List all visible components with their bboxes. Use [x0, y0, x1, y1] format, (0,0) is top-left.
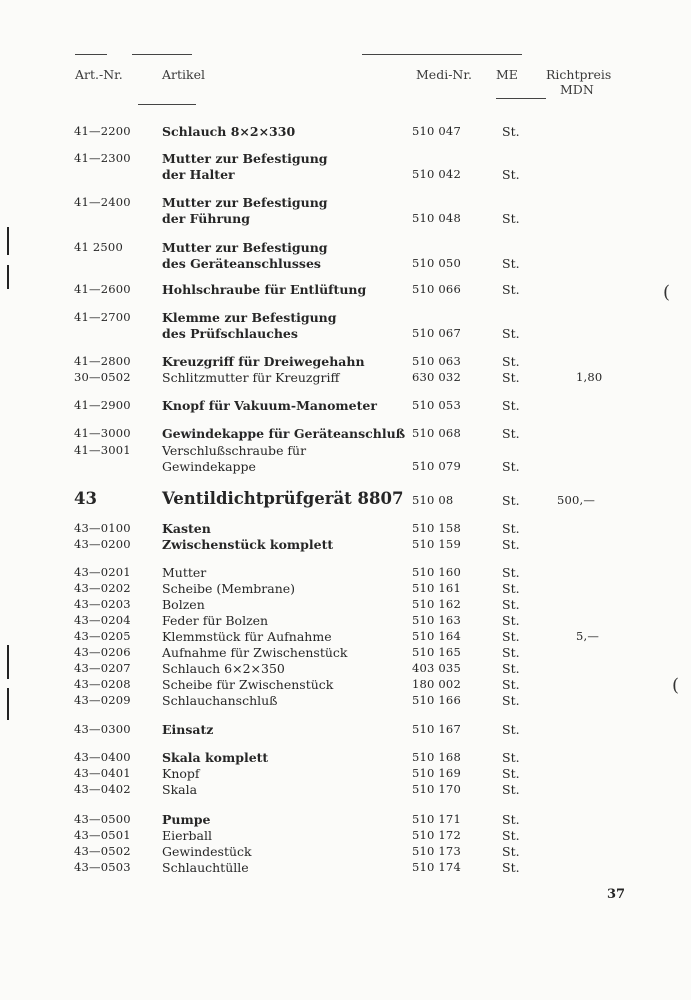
unit: St.	[502, 167, 520, 182]
article-name: der Führung	[162, 211, 250, 226]
unit: St.	[502, 282, 520, 297]
article-name: Bolzen	[162, 597, 205, 612]
article-number: 43—0500	[74, 812, 131, 826]
article-name: Eierball	[162, 828, 212, 843]
medi-number: 510 068	[412, 426, 461, 440]
article-number: 30—0502	[74, 370, 131, 384]
article-number: 41—2800	[74, 354, 131, 368]
article-name: Knopf für Vakuum-Manometer	[162, 398, 377, 413]
article-number: 41—2200	[74, 124, 131, 138]
article-name: Klemmstück für Aufnahme	[162, 629, 332, 644]
price: 5,—	[576, 629, 600, 643]
medi-number: 510 170	[412, 782, 461, 796]
header-me: ME	[496, 67, 518, 82]
unit: St.	[502, 597, 520, 612]
unit: St.	[502, 844, 520, 859]
margin-bracket-mark: (	[672, 675, 680, 696]
article-name: Schlauchanschluß	[162, 693, 278, 708]
header-rule-bottom-1	[138, 104, 196, 105]
article-number: 43—0208	[74, 677, 131, 691]
unit: St.	[502, 493, 520, 508]
unit: St.	[502, 661, 520, 676]
medi-number: 510 161	[412, 581, 461, 595]
unit: St.	[502, 722, 520, 737]
article-number: 43—0207	[74, 661, 131, 675]
article-name: Aufnahme für Zwischenstück	[162, 645, 348, 660]
medi-number: 510 053	[412, 398, 461, 412]
medi-number: 510 160	[412, 565, 461, 579]
unit: St.	[502, 124, 520, 139]
medi-number: 510 159	[412, 537, 461, 551]
article-number: 41 2500	[74, 240, 123, 254]
medi-number: 510 079	[412, 459, 461, 473]
medi-number: 510 166	[412, 693, 461, 707]
medi-number: 403 035	[412, 661, 461, 675]
unit: St.	[502, 426, 520, 441]
medi-number: 510 158	[412, 521, 461, 535]
article-number: 43—0205	[74, 629, 131, 643]
margin-mark	[7, 688, 9, 720]
header-mdn: MDN	[560, 82, 594, 97]
article-number: 43—0400	[74, 750, 131, 764]
article-name: Skala komplett	[162, 750, 269, 765]
unit: St.	[502, 782, 520, 797]
unit: St.	[502, 370, 520, 385]
medi-number: 510 169	[412, 766, 461, 780]
article-name: Zwischenstück komplett	[162, 537, 334, 552]
medi-number: 510 066	[412, 282, 461, 296]
margin-mark	[7, 645, 9, 679]
article-name: Scheibe (Membrane)	[162, 581, 296, 596]
price: 500,—	[557, 493, 596, 507]
article-number: 43—0201	[74, 565, 131, 579]
unit: St.	[502, 860, 520, 875]
article-number: 43—0204	[74, 613, 131, 627]
medi-number: 510 042	[412, 167, 461, 181]
article-name: Mutter	[162, 565, 207, 580]
unit: St.	[502, 459, 520, 474]
article-number: 41—2900	[74, 398, 131, 412]
unit: St.	[502, 521, 520, 536]
article-name: des Prüfschlauches	[162, 326, 298, 341]
margin-mark	[7, 227, 9, 255]
article-name: Gewindekappe	[162, 459, 256, 474]
unit: St.	[502, 693, 520, 708]
article-name: Kasten	[162, 521, 211, 536]
medi-number: 510 067	[412, 326, 461, 340]
article-name: Schlitzmutter für Kreuzgriff	[162, 370, 340, 385]
article-name: Schlauch 6×2×350	[162, 661, 285, 676]
article-number: 43—0300	[74, 722, 131, 736]
unit: St.	[502, 677, 520, 692]
header-richtpreis: Richtpreis	[546, 67, 612, 82]
unit: St.	[502, 645, 520, 660]
page-number: 37	[607, 887, 626, 902]
article-number: 43—0200	[74, 537, 131, 551]
medi-number: 510 050	[412, 256, 461, 270]
article-name: Scheibe für Zwischenstück	[162, 677, 334, 692]
medi-number: 510 063	[412, 354, 461, 368]
article-name: Einsatz	[162, 722, 214, 737]
medi-number: 510 08	[412, 493, 454, 507]
article-name: Gewindestück	[162, 844, 252, 859]
margin-mark	[7, 265, 9, 289]
unit: St.	[502, 750, 520, 765]
unit: St.	[502, 256, 520, 271]
article-name: des Geräteanschlusses	[162, 256, 321, 271]
unit: St.	[502, 613, 520, 628]
article-number: 41—2600	[74, 282, 131, 296]
article-name: Hohlschraube für Entlüftung	[162, 282, 367, 297]
medi-number: 510 167	[412, 722, 461, 736]
medi-number: 180 002	[412, 677, 461, 691]
article-number: 43—0502	[74, 844, 131, 858]
unit: St.	[502, 354, 520, 369]
article-name: der Halter	[162, 167, 235, 182]
article-name: Mutter zur Befestigung	[162, 240, 328, 255]
medi-number: 510 163	[412, 613, 461, 627]
article-name: Verschlußschraube für	[162, 443, 307, 458]
medi-number: 510 168	[412, 750, 461, 764]
article-number: 41—2700	[74, 310, 131, 324]
article-number: 41—3000	[74, 426, 131, 440]
article-name: Kreuzgriff für Dreiwegehahn	[162, 354, 365, 369]
margin-bracket-mark: (	[663, 282, 671, 303]
article-number: 43—0100	[74, 521, 131, 535]
article-name: Ventildichtprüfgerät 8807	[162, 489, 404, 508]
unit: St.	[502, 398, 520, 413]
article-name: Gewindekappe für Geräteanschluß	[162, 426, 406, 441]
article-number: 43—0401	[74, 766, 131, 780]
article-number: 43	[74, 489, 97, 508]
unit: St.	[502, 565, 520, 580]
article-number: 41—2300	[74, 151, 131, 165]
medi-number: 510 047	[412, 124, 461, 138]
article-name: Feder für Bolzen	[162, 613, 269, 628]
article-number: 41—3001	[74, 443, 131, 457]
article-name: Schlauch 8×2×330	[162, 124, 296, 139]
unit: St.	[502, 537, 520, 552]
medi-number: 510 171	[412, 812, 461, 826]
article-name: Mutter zur Befestigung	[162, 151, 328, 166]
medi-number: 510 162	[412, 597, 461, 611]
price: 1,80	[576, 370, 603, 384]
medi-number: 510 174	[412, 860, 461, 874]
article-number: 43—0503	[74, 860, 131, 874]
unit: St.	[502, 828, 520, 843]
unit: St.	[502, 326, 520, 341]
medi-number: 510 164	[412, 629, 461, 643]
unit: St.	[502, 629, 520, 644]
article-name: Klemme zur Befestigung	[162, 310, 337, 325]
medi-number: 510 165	[412, 645, 461, 659]
unit: St.	[502, 211, 520, 226]
header-rule-top-2	[132, 54, 192, 55]
article-number: 43—0202	[74, 581, 131, 595]
article-name: Schlauchtülle	[162, 860, 249, 875]
medi-number: 630 032	[412, 370, 461, 384]
header-art-nr: Art.-Nr.	[75, 67, 123, 82]
article-number: 43—0402	[74, 782, 131, 796]
header-artikel: Artikel	[162, 67, 205, 82]
medi-number: 510 172	[412, 828, 461, 842]
article-number: 43—0206	[74, 645, 131, 659]
article-name: Knopf	[162, 766, 200, 781]
article-number: 43—0203	[74, 597, 131, 611]
header-rule-bottom-2	[496, 98, 546, 99]
header-medi-nr: Medi-Nr.	[416, 67, 472, 82]
medi-number: 510 173	[412, 844, 461, 858]
article-number: 43—0501	[74, 828, 131, 842]
article-number: 43—0209	[74, 693, 131, 707]
article-name: Pumpe	[162, 812, 211, 827]
header-rule-top-1	[75, 54, 107, 55]
header-rule-top-3	[362, 54, 522, 55]
article-name: Skala	[162, 782, 198, 797]
unit: St.	[502, 812, 520, 827]
article-name: Mutter zur Befestigung	[162, 195, 328, 210]
medi-number: 510 048	[412, 211, 461, 225]
unit: St.	[502, 581, 520, 596]
article-number: 41—2400	[74, 195, 131, 209]
unit: St.	[502, 766, 520, 781]
